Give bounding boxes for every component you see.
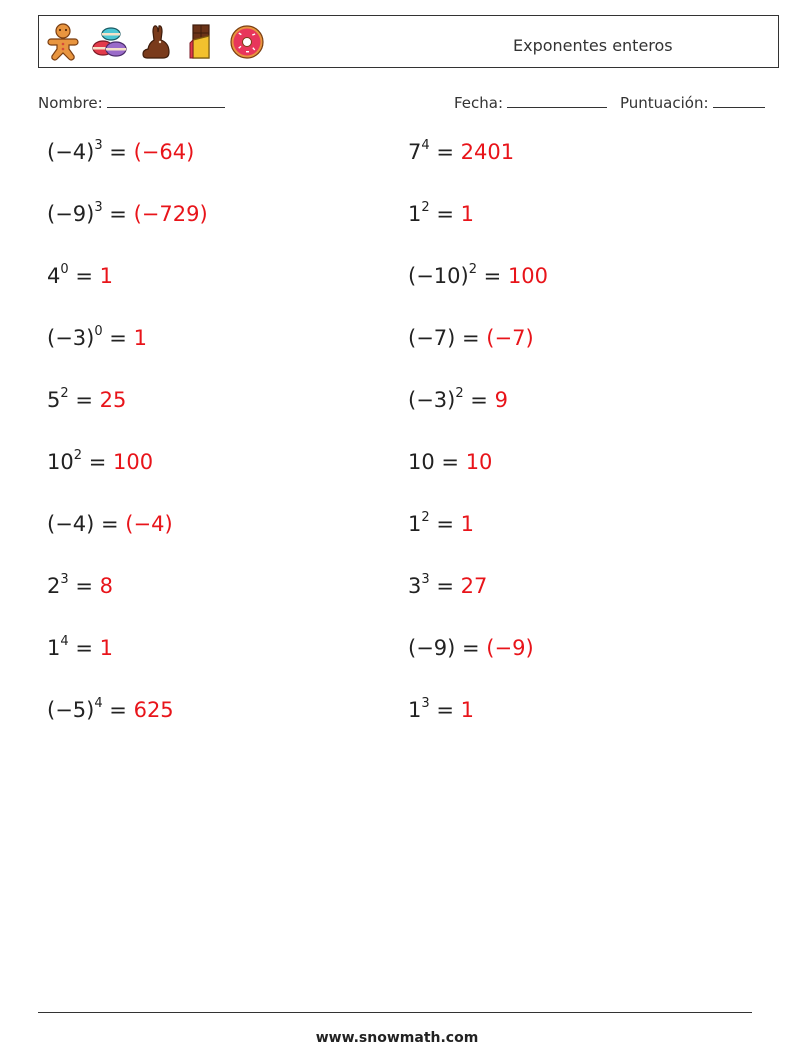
- problem-exponent: 3: [421, 696, 430, 711]
- header-box: [38, 15, 779, 68]
- equals-sign: =: [429, 202, 461, 226]
- problem-base: (−9): [408, 636, 456, 660]
- gingerbread-icon: [43, 22, 83, 62]
- date-line[interactable]: [507, 94, 607, 108]
- score-field: [620, 94, 765, 112]
- worksheet-title: Exponentes enteros: [513, 36, 673, 55]
- problem-exponent: 3: [421, 572, 430, 587]
- problem-exponent: 2: [60, 386, 69, 401]
- problem-base: 10: [47, 450, 74, 474]
- equals-sign: =: [434, 450, 466, 474]
- header-icons: [43, 22, 267, 62]
- problem-base: (−3): [408, 388, 456, 412]
- equals-sign: =: [102, 202, 134, 226]
- problem-exponent: 0: [94, 324, 103, 339]
- problem-item: [408, 202, 474, 226]
- chocolate-bunny-icon: [135, 22, 175, 62]
- problem-answer: 9: [494, 388, 508, 412]
- problem-item: [408, 512, 474, 536]
- score-label: Puntuación:: [620, 94, 709, 112]
- equals-sign: =: [68, 388, 100, 412]
- problem-item: [408, 574, 487, 598]
- problem-base: (−7): [408, 326, 456, 350]
- equals-sign: =: [68, 574, 100, 598]
- problem-exponent: 2: [455, 386, 464, 401]
- problem-answer: 10: [465, 450, 493, 474]
- problem-item: [47, 202, 208, 226]
- problem-answer: (−4): [125, 512, 173, 536]
- equals-sign: =: [82, 450, 113, 474]
- problem-base: 1: [47, 636, 61, 660]
- problem-base: 5: [47, 388, 61, 412]
- equals-sign: =: [94, 512, 126, 536]
- problem-item: [408, 450, 492, 474]
- problem-base: 1: [408, 202, 422, 226]
- equals-sign: =: [463, 388, 495, 412]
- problem-answer: 1: [460, 698, 474, 722]
- equals-sign: =: [455, 326, 487, 350]
- name-field: [38, 94, 225, 112]
- problem-exponent: 4: [421, 138, 430, 153]
- donut-icon: [227, 22, 267, 62]
- equals-sign: =: [102, 326, 134, 350]
- equals-sign: =: [429, 574, 461, 598]
- problem-answer: (−9): [486, 636, 534, 660]
- problem-answer: 25: [99, 388, 127, 412]
- problem-answer: (−729): [133, 202, 208, 226]
- problem-answer: (−64): [133, 140, 195, 164]
- equals-sign: =: [68, 636, 100, 660]
- problem-item: [47, 698, 174, 722]
- date-field: [454, 94, 607, 112]
- problem-answer: 1: [133, 326, 147, 350]
- problem-base: 1: [408, 698, 422, 722]
- equals-sign: =: [102, 140, 134, 164]
- equals-sign: =: [429, 698, 461, 722]
- problem-item: [47, 636, 113, 660]
- footer-divider: [38, 1012, 752, 1013]
- problem-exponent: 2: [421, 200, 430, 215]
- macaron-icon: [89, 22, 129, 62]
- problem-answer: 1: [460, 202, 474, 226]
- problem-exponent: 3: [60, 572, 69, 587]
- problem-base: (−4): [47, 512, 95, 536]
- problem-answer: 27: [460, 574, 488, 598]
- problem-base: 4: [47, 264, 61, 288]
- problem-exponent: 4: [60, 634, 69, 649]
- problem-item: [47, 140, 194, 164]
- problem-base: (−9): [47, 202, 95, 226]
- footer-url: www.snowmath.com: [315, 1030, 479, 1046]
- equals-sign: =: [476, 264, 508, 288]
- name-label: Nombre:: [38, 94, 103, 112]
- equals-sign: =: [102, 698, 134, 722]
- problem-base: (−3): [47, 326, 95, 350]
- problem-answer: 2401: [460, 140, 515, 164]
- problem-exponent: 2: [421, 510, 430, 525]
- problem-item: [47, 388, 126, 412]
- problem-answer: 1: [99, 264, 113, 288]
- problem-exponent: 2: [468, 262, 477, 277]
- chocolate-bar-icon: [181, 22, 221, 62]
- problem-item: [47, 450, 153, 474]
- problem-item: [47, 264, 113, 288]
- problem-answer: 100: [507, 264, 549, 288]
- problem-exponent: 4: [94, 696, 103, 711]
- problem-exponent: 3: [94, 200, 103, 215]
- problem-base: 1: [408, 512, 422, 536]
- problem-answer: (−7): [486, 326, 534, 350]
- problem-item: [408, 636, 534, 660]
- problem-item: [47, 512, 173, 536]
- problem-base: 3: [408, 574, 422, 598]
- score-line[interactable]: [713, 94, 765, 108]
- problem-exponent: 0: [60, 262, 69, 277]
- equals-sign: =: [68, 264, 100, 288]
- equals-sign: =: [429, 512, 461, 536]
- equals-sign: =: [455, 636, 487, 660]
- problem-answer: 100: [112, 450, 154, 474]
- problem-answer: 8: [99, 574, 113, 598]
- problem-base: (−5): [47, 698, 95, 722]
- problem-answer: 1: [460, 512, 474, 536]
- problem-item: [408, 326, 534, 350]
- problem-base: 7: [408, 140, 422, 164]
- problem-item: [47, 574, 113, 598]
- problem-base: (−10): [408, 264, 469, 288]
- problem-base: 10: [408, 450, 435, 474]
- problem-exponent: 2: [73, 448, 83, 463]
- problem-answer: 1: [99, 636, 113, 660]
- problem-item: [408, 698, 474, 722]
- problem-item: [408, 264, 548, 288]
- name-line[interactable]: [107, 94, 225, 108]
- date-label: Fecha:: [454, 94, 504, 112]
- problem-item: [47, 326, 147, 350]
- problem-item: [408, 388, 508, 412]
- problem-item: [408, 140, 514, 164]
- equals-sign: =: [429, 140, 461, 164]
- problem-answer: 625: [133, 698, 174, 722]
- problem-base: 2: [47, 574, 61, 598]
- problem-exponent: 3: [94, 138, 103, 153]
- problem-base: (−4): [47, 140, 95, 164]
